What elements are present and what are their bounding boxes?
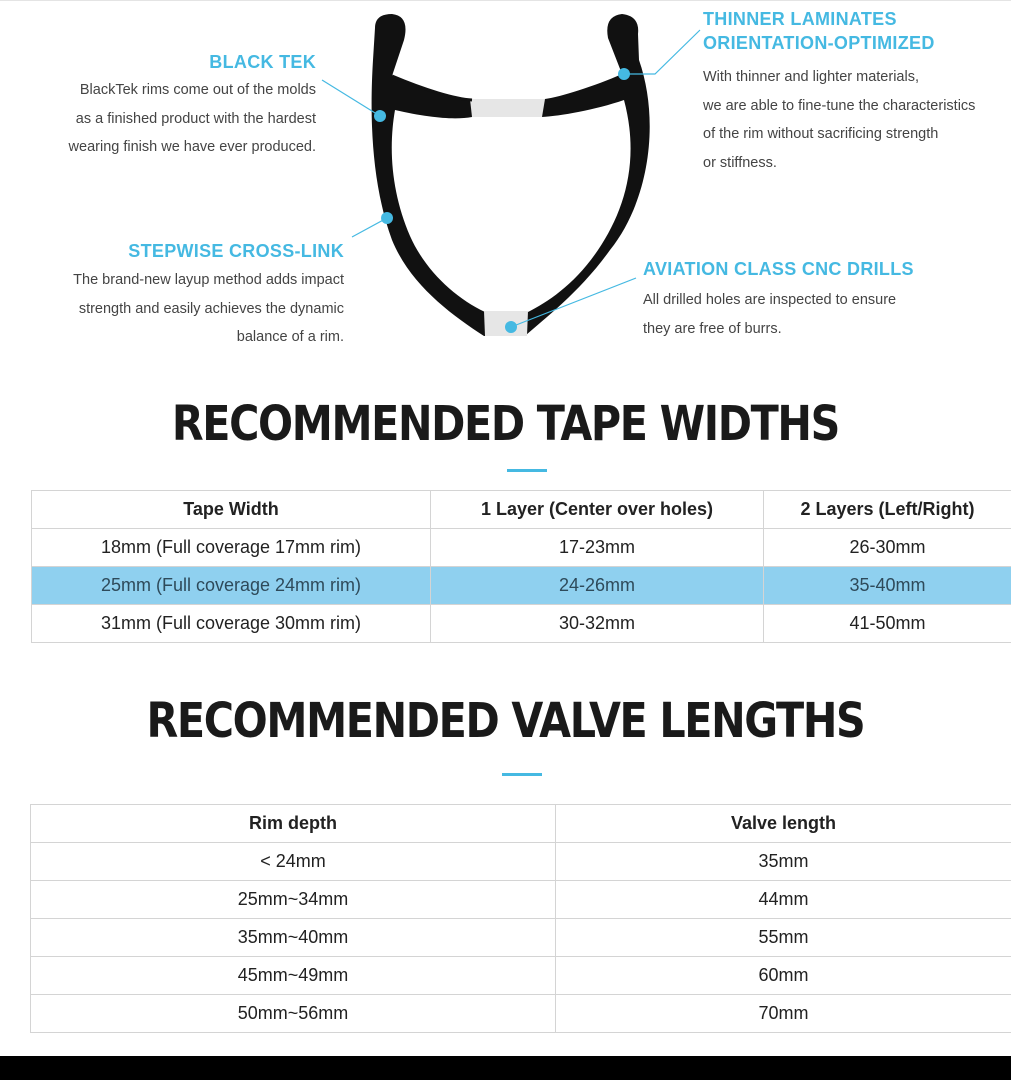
table-cell: 24-26mm: [431, 567, 764, 605]
table-cell: < 24mm: [31, 843, 556, 881]
callout-stepwise-line: The brand-new layup method adds impact: [73, 272, 344, 288]
table-cell: 35-40mm: [764, 567, 1011, 605]
table-row: [32, 529, 1011, 567]
table-row: [31, 995, 1011, 1033]
valve-lengths-table: [30, 804, 1011, 1033]
bottom-black-bar: [0, 1056, 1011, 1080]
callout-black-tek: [20, 50, 316, 162]
table-header-row: [32, 491, 1011, 529]
table-row: [31, 957, 1011, 995]
callout-aviation-drills: [643, 257, 1003, 343]
valve-heading-accent-bar: [502, 773, 542, 776]
column-header: Tape Width: [32, 491, 431, 529]
table-cell: 35mm: [556, 843, 1011, 881]
table-cell: 60mm: [556, 957, 1011, 995]
callout-thinner-line: With thinner and lighter materials,: [703, 69, 919, 85]
callout-aviation-title: AVIATION CLASS CNC DRILLS: [643, 259, 914, 279]
callout-thinner-title: THINNER LAMINATES: [703, 9, 897, 29]
table-cell: 50mm~56mm: [31, 995, 556, 1033]
table-cell: 45mm~49mm: [31, 957, 556, 995]
leader-line-black-tek: [322, 80, 380, 116]
callout-thinner-laminates: [703, 7, 1009, 177]
column-header: 1 Layer (Center over holes): [431, 491, 764, 529]
table-row: [31, 919, 1011, 957]
callout-thinner-line: of the rim without sacrificing strength: [703, 126, 939, 142]
table-cell: 70mm: [556, 995, 1011, 1033]
callout-aviation-line: All drilled holes are inspected to ensure: [643, 292, 897, 308]
valve-lengths-heading: RECOMMENDED VALVE LENGTHS: [146, 693, 865, 749]
callout-thinner-title: ORIENTATION-OPTIMIZED: [703, 33, 935, 53]
callout-black-tek-line: as a finished product with the hardest: [75, 110, 316, 127]
table-cell: 25mm (Full coverage 24mm rim): [32, 567, 431, 605]
callout-dot-stepwise: [381, 212, 393, 224]
callout-aviation-line: they are free of burrs.: [643, 320, 782, 337]
callout-dot-black-tek: [374, 110, 386, 122]
tape-widths-heading: RECOMMENDED TAPE WIDTHS: [171, 396, 839, 452]
table-row: [31, 843, 1011, 881]
callout-stepwise-line: strength and easily achieves the dynamic: [78, 300, 344, 317]
callout-stepwise-title: STEPWISE CROSS-LINK: [128, 241, 344, 261]
table-row-highlighted: [32, 567, 1011, 605]
table-cell: 18mm (Full coverage 17mm rim): [32, 529, 431, 567]
table-cell: 25mm~34mm: [31, 881, 556, 919]
callout-dot-thinner: [618, 68, 630, 80]
callout-thinner-line: we are able to fine-tune the characteristics: [703, 97, 976, 114]
callout-stepwise: [20, 239, 344, 352]
column-header: Rim depth: [31, 805, 556, 843]
callout-black-tek-title: BLACK TEK: [209, 52, 316, 72]
table-cell: 55mm: [556, 919, 1011, 957]
table-row: [31, 881, 1011, 919]
tape-widths-table: [31, 490, 1011, 643]
column-header: Valve length: [556, 805, 1011, 843]
table-cell: 17-23mm: [431, 529, 764, 567]
callout-dot-aviation: [505, 321, 517, 333]
callout-black-tek-line: BlackTek rims come out of the molds: [79, 82, 316, 98]
tape-heading-accent-bar: [507, 469, 547, 472]
table-cell: 31mm (Full coverage 30mm rim): [32, 605, 431, 643]
callout-stepwise-line: balance of a rim.: [236, 329, 344, 345]
table-cell: 30-32mm: [431, 605, 764, 643]
table-cell: 35mm~40mm: [31, 919, 556, 957]
table-cell: 41-50mm: [764, 605, 1011, 643]
table-row: [32, 605, 1011, 643]
rim-channel-bed: [470, 99, 545, 117]
table-header-row: [31, 805, 1011, 843]
callout-thinner-line: or stiffness.: [703, 154, 777, 171]
callout-black-tek-line: wearing finish we have ever produced.: [68, 139, 316, 155]
table-cell: 44mm: [556, 881, 1011, 919]
table-cell: 26-30mm: [764, 529, 1011, 567]
column-header: 2 Layers (Left/Right): [764, 491, 1011, 529]
